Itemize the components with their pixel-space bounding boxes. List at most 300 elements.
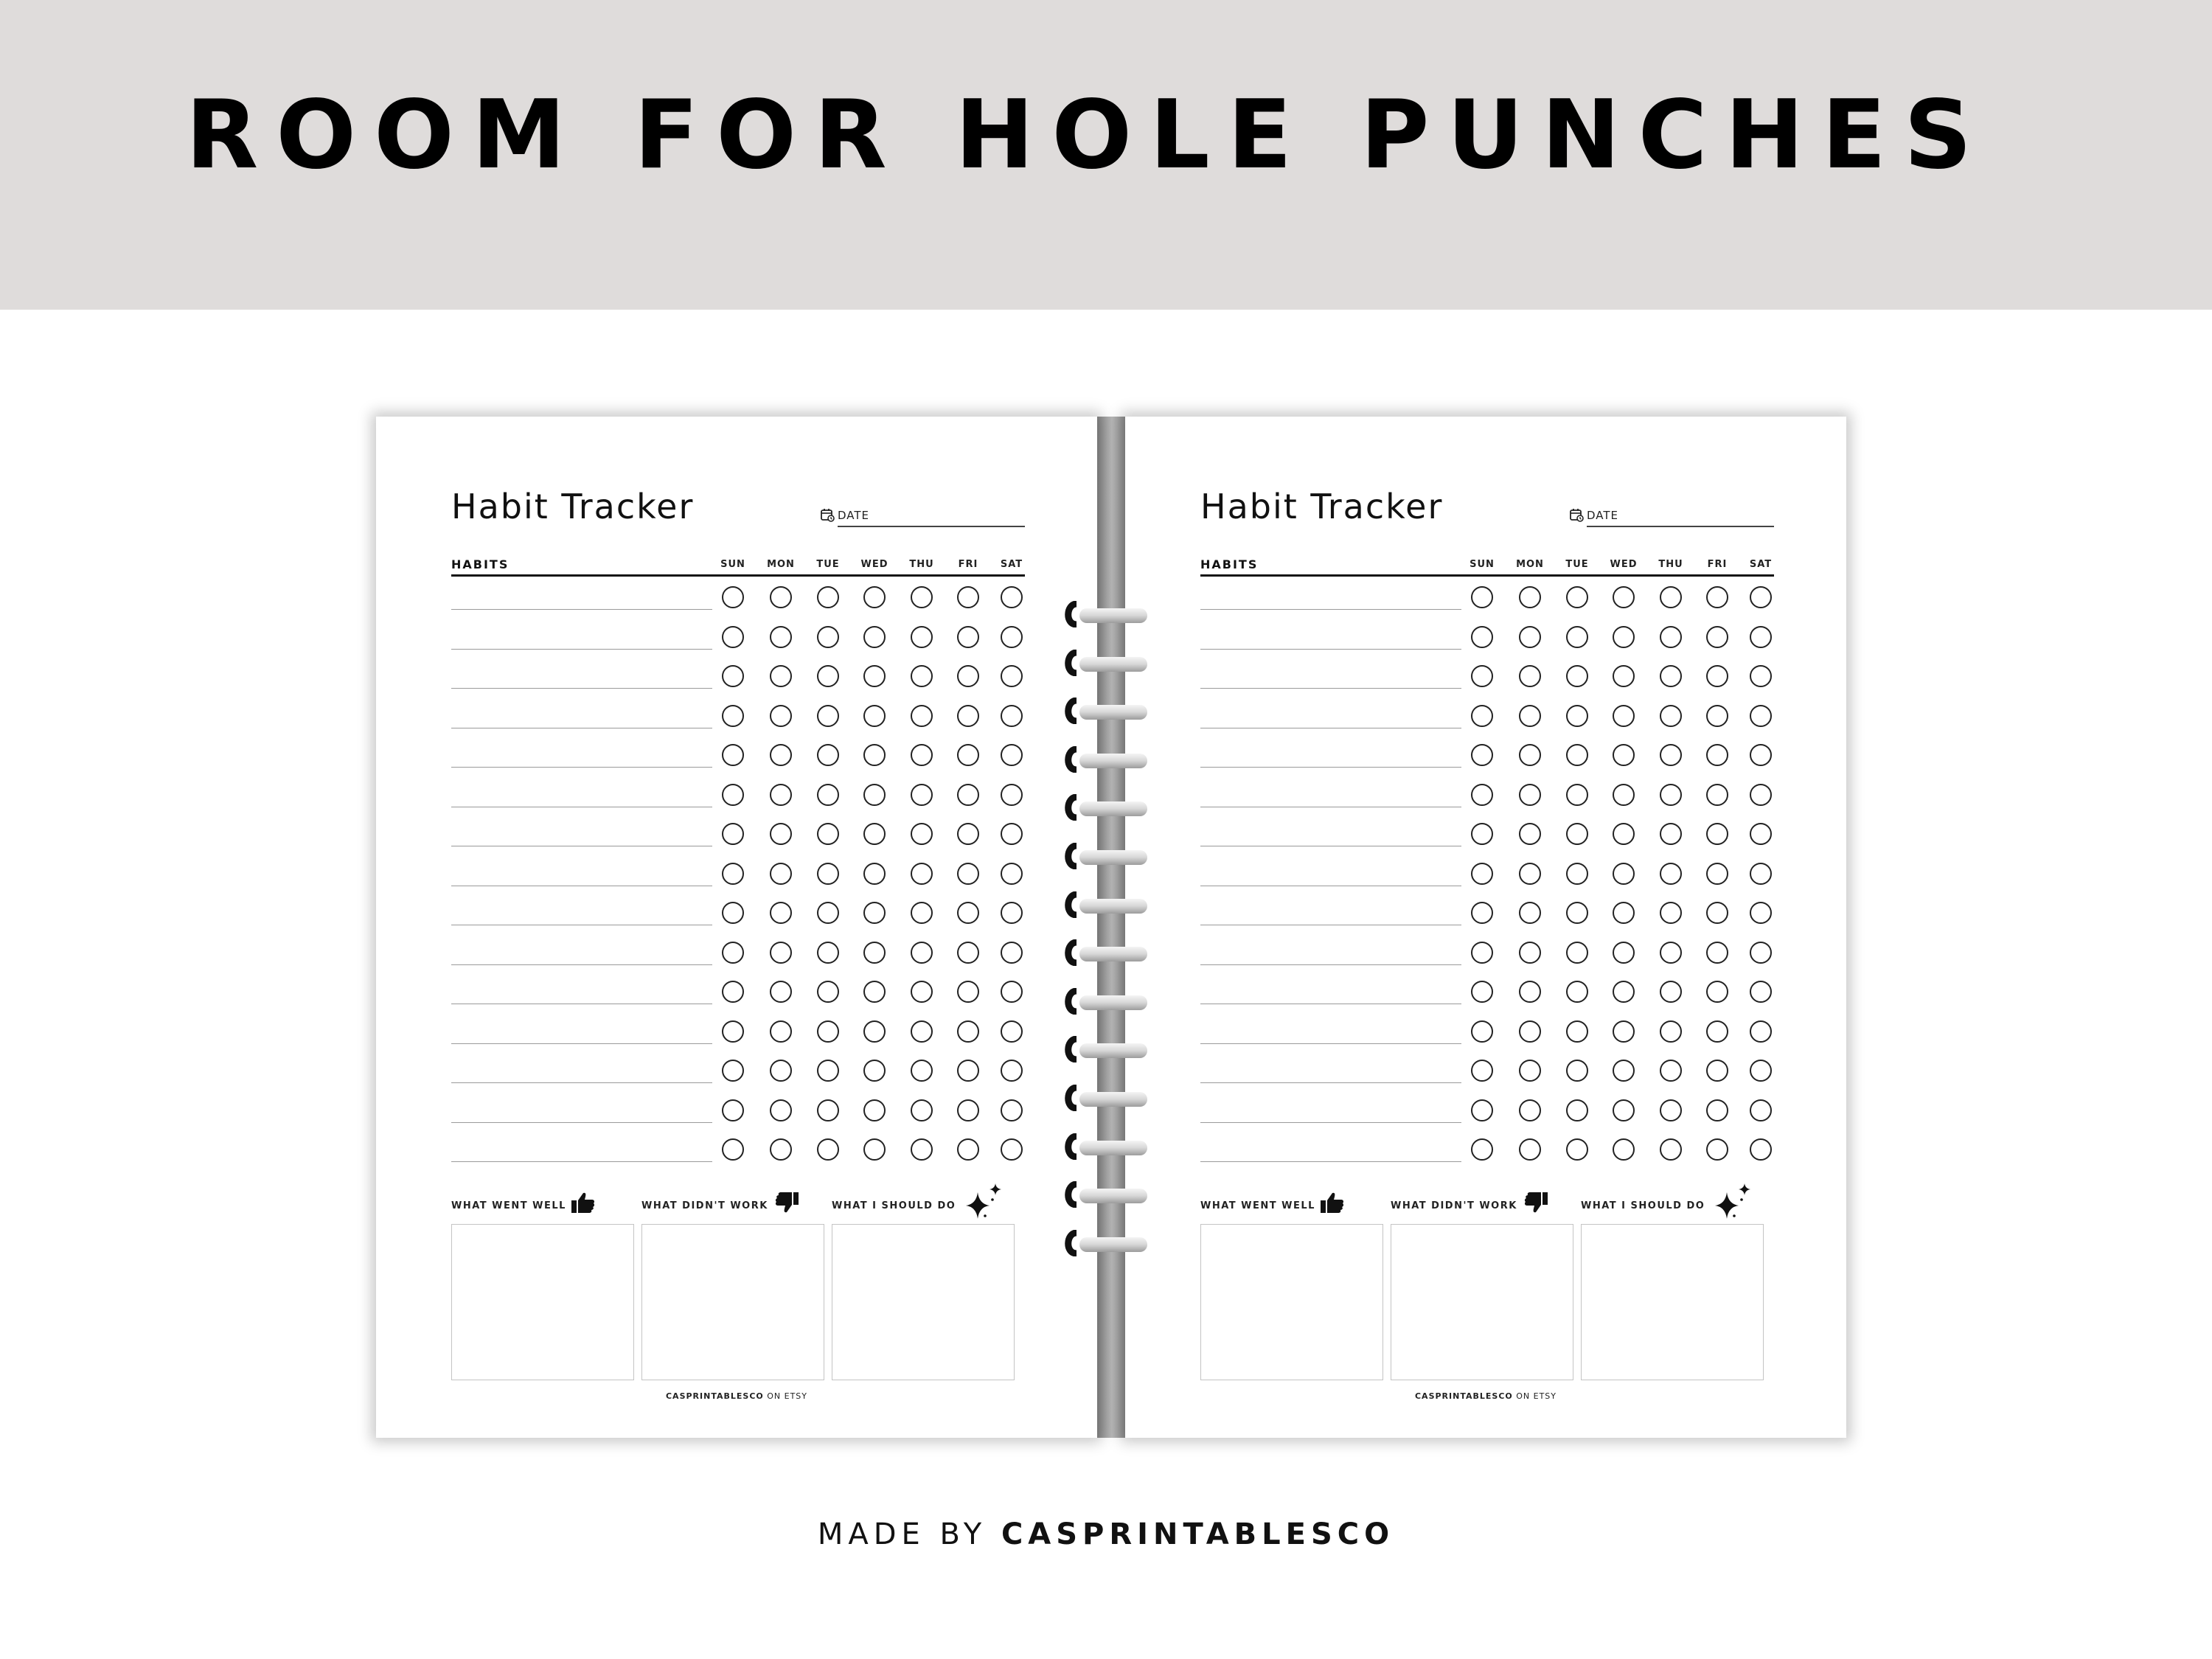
habit-checkbox-sat[interactable] xyxy=(1750,902,1772,924)
habit-checkbox-wed[interactable] xyxy=(1613,823,1635,845)
habit-checkbox-mon[interactable] xyxy=(1519,784,1541,806)
habit-checkbox-sat[interactable] xyxy=(1750,744,1772,766)
habit-checkbox-thu[interactable] xyxy=(1660,1060,1682,1082)
habit-checkbox-sun[interactable] xyxy=(722,1099,744,1121)
review-label: WHAT WENT WELL xyxy=(451,1200,566,1211)
habit-checkbox-fri[interactable] xyxy=(957,705,979,727)
habit-checkbox-sun[interactable] xyxy=(1471,942,1493,964)
review-icon-wrap xyxy=(1523,1191,1548,1217)
habit-checkbox-sun[interactable] xyxy=(1471,1060,1493,1082)
habit-checkbox-fri[interactable] xyxy=(1706,1138,1728,1161)
day-header-sat: SAT xyxy=(1000,559,1023,570)
made-by-prefix: MADE BY xyxy=(817,1517,987,1551)
habit-checkbox-mon[interactable] xyxy=(770,1020,792,1043)
habit-checkbox-mon[interactable] xyxy=(1519,902,1541,924)
habit-checkbox-fri[interactable] xyxy=(957,942,979,964)
habit-checkbox-wed[interactable] xyxy=(863,1060,886,1082)
habit-checkbox-mon[interactable] xyxy=(770,902,792,924)
habit-checkbox-sat[interactable] xyxy=(1750,586,1772,608)
habit-checkbox-mon[interactable] xyxy=(1519,1138,1541,1161)
habit-checkbox-wed[interactable] xyxy=(1613,942,1635,964)
footer-suffix: ON ETSY xyxy=(767,1391,808,1401)
habit-checkbox-sun[interactable] xyxy=(722,902,744,924)
habit-entry-line[interactable] xyxy=(451,1161,712,1162)
habit-entry-line[interactable] xyxy=(1200,1161,1461,1162)
habit-checkbox-sat[interactable] xyxy=(1001,784,1023,806)
header-rule xyxy=(451,574,1025,577)
day-header-tue: TUE xyxy=(1565,559,1589,570)
habit-checkbox-tue[interactable] xyxy=(1566,744,1588,766)
habit-checkbox-wed[interactable] xyxy=(863,863,886,885)
habit-checkbox-tue[interactable] xyxy=(817,705,839,727)
habit-checkbox-wed[interactable] xyxy=(863,744,886,766)
habit-checkbox-wed[interactable] xyxy=(863,823,886,845)
habit-checkbox-tue[interactable] xyxy=(817,784,839,806)
habit-checkbox-fri[interactable] xyxy=(1706,626,1728,648)
habit-checkbox-fri[interactable] xyxy=(957,586,979,608)
habit-checkbox-thu[interactable] xyxy=(1660,981,1682,1003)
habit-checkbox-tue[interactable] xyxy=(1566,586,1588,608)
habit-checkbox-thu[interactable] xyxy=(911,586,933,608)
page-title: Habit Tracker xyxy=(1200,487,1444,526)
habit-checkbox-sat[interactable] xyxy=(1001,626,1023,648)
habit-checkbox-fri[interactable] xyxy=(957,1060,979,1082)
habit-checkbox-thu[interactable] xyxy=(911,1020,933,1043)
habit-entry-line[interactable] xyxy=(1200,688,1461,689)
habit-entry-line[interactable] xyxy=(1200,1043,1461,1044)
binder-ring xyxy=(1063,891,1150,918)
habit-checkbox-sat[interactable] xyxy=(1001,586,1023,608)
habit-checkbox-tue[interactable] xyxy=(817,1099,839,1121)
habit-checkbox-tue[interactable] xyxy=(1566,1099,1588,1121)
habit-checkbox-wed[interactable] xyxy=(863,705,886,727)
made-by-brand: CASPRINTABLESCO xyxy=(1001,1517,1395,1551)
binder-ring xyxy=(1063,939,1150,966)
habit-entry-line[interactable] xyxy=(451,767,712,768)
review-icon-wrap xyxy=(571,1191,596,1217)
binder-ring xyxy=(1063,650,1150,676)
habit-checkbox-sat[interactable] xyxy=(1001,863,1023,885)
habit-checkbox-fri[interactable] xyxy=(1706,902,1728,924)
habit-checkbox-fri[interactable] xyxy=(957,902,979,924)
footer-credit xyxy=(1125,1391,1846,1401)
habit-checkbox-thu[interactable] xyxy=(1660,902,1682,924)
habit-checkbox-wed[interactable] xyxy=(1613,1060,1635,1082)
habit-checkbox-fri[interactable] xyxy=(1706,744,1728,766)
habit-checkbox-fri[interactable] xyxy=(1706,705,1728,727)
habit-checkbox-thu[interactable] xyxy=(1660,744,1682,766)
habit-checkbox-sat[interactable] xyxy=(1750,1099,1772,1121)
habit-checkbox-tue[interactable] xyxy=(817,942,839,964)
binder-ring xyxy=(1063,988,1150,1015)
binder-spine xyxy=(1097,417,1127,1438)
habit-checkbox-sun[interactable] xyxy=(1471,586,1493,608)
habit-checkbox-wed[interactable] xyxy=(1613,1138,1635,1161)
habit-checkbox-sun[interactable] xyxy=(1471,823,1493,845)
habit-checkbox-tue[interactable] xyxy=(817,1020,839,1043)
binder-ring xyxy=(1063,794,1150,821)
habit-checkbox-fri[interactable] xyxy=(1706,586,1728,608)
habit-checkbox-tue[interactable] xyxy=(817,823,839,845)
habit-checkbox-sat[interactable] xyxy=(1001,1060,1023,1082)
habit-checkbox-tue[interactable] xyxy=(1566,902,1588,924)
habit-checkbox-mon[interactable] xyxy=(770,744,792,766)
habit-checkbox-thu[interactable] xyxy=(911,823,933,845)
habit-checkbox-wed[interactable] xyxy=(863,586,886,608)
binder-ring xyxy=(1063,1230,1150,1256)
review-notes-box[interactable] xyxy=(1200,1224,1383,1380)
habit-checkbox-sun[interactable] xyxy=(722,1060,744,1082)
review-notes-box[interactable] xyxy=(451,1224,634,1380)
habit-checkbox-wed[interactable] xyxy=(863,626,886,648)
binder-ring xyxy=(1063,1181,1150,1208)
day-header-sat: SAT xyxy=(1749,559,1773,570)
review-notes-box[interactable] xyxy=(641,1224,824,1380)
habit-checkbox-wed[interactable] xyxy=(863,902,886,924)
habit-checkbox-tue[interactable] xyxy=(1566,981,1588,1003)
thumbs-down-icon xyxy=(774,1191,799,1214)
habit-entry-line[interactable] xyxy=(451,688,712,689)
habit-checkbox-sat[interactable] xyxy=(1750,863,1772,885)
habit-checkbox-sat[interactable] xyxy=(1750,626,1772,648)
sparkles-icon xyxy=(1715,1182,1753,1220)
habit-checkbox-sat[interactable] xyxy=(1001,1138,1023,1161)
habit-checkbox-sun[interactable] xyxy=(722,1020,744,1043)
habit-checkbox-sun[interactable] xyxy=(1471,705,1493,727)
footer-brand: CASPRINTABLESCO xyxy=(1414,1391,1513,1401)
habit-checkbox-fri[interactable] xyxy=(957,863,979,885)
habit-checkbox-sat[interactable] xyxy=(1750,665,1772,687)
habit-checkbox-sat[interactable] xyxy=(1001,1020,1023,1043)
habit-checkbox-mon[interactable] xyxy=(770,981,792,1003)
habit-entry-line[interactable] xyxy=(1200,609,1461,610)
calendar-icon xyxy=(820,507,835,522)
habit-checkbox-sat[interactable] xyxy=(1001,823,1023,845)
habit-checkbox-wed[interactable] xyxy=(1613,586,1635,608)
habit-checkbox-fri[interactable] xyxy=(957,1020,979,1043)
habit-checkbox-sun[interactable] xyxy=(1471,1020,1493,1043)
habit-checkbox-sun[interactable] xyxy=(722,626,744,648)
habit-checkbox-mon[interactable] xyxy=(1519,586,1541,608)
day-header-fri: FRI xyxy=(1707,559,1728,570)
habit-checkbox-thu[interactable] xyxy=(1660,823,1682,845)
habit-checkbox-tue[interactable] xyxy=(817,744,839,766)
habit-checkbox-sat[interactable] xyxy=(1001,942,1023,964)
habit-checkbox-fri[interactable] xyxy=(1706,784,1728,806)
habit-checkbox-mon[interactable] xyxy=(770,942,792,964)
habit-checkbox-mon[interactable] xyxy=(770,1060,792,1082)
habit-checkbox-fri[interactable] xyxy=(1706,823,1728,845)
habit-checkbox-sun[interactable] xyxy=(722,705,744,727)
habit-checkbox-fri[interactable] xyxy=(957,823,979,845)
binder-ring xyxy=(1063,698,1150,724)
habit-checkbox-sun[interactable] xyxy=(1471,744,1493,766)
habit-checkbox-thu[interactable] xyxy=(911,981,933,1003)
habit-checkbox-sun[interactable] xyxy=(722,863,744,885)
habit-checkbox-mon[interactable] xyxy=(1519,942,1541,964)
habit-checkbox-tue[interactable] xyxy=(1566,942,1588,964)
habit-checkbox-mon[interactable] xyxy=(1519,863,1541,885)
habit-checkbox-thu[interactable] xyxy=(911,626,933,648)
footer-credit xyxy=(376,1391,1097,1401)
footer-brand: CASPRINTABLESCO xyxy=(665,1391,764,1401)
habit-checkbox-sun[interactable] xyxy=(722,981,744,1003)
habit-checkbox-sun[interactable] xyxy=(722,586,744,608)
habit-checkbox-tue[interactable] xyxy=(817,981,839,1003)
day-header-thu: THU xyxy=(1658,559,1683,570)
habit-checkbox-wed[interactable] xyxy=(1613,863,1635,885)
habit-checkbox-tue[interactable] xyxy=(1566,1060,1588,1082)
day-header-sun: SUN xyxy=(1470,559,1495,570)
habit-entry-line[interactable] xyxy=(1200,649,1461,650)
binder-ring xyxy=(1063,1036,1150,1062)
habit-checkbox-sun[interactable] xyxy=(1471,626,1493,648)
habit-checkbox-sun[interactable] xyxy=(1471,784,1493,806)
habit-checkbox-fri[interactable] xyxy=(957,744,979,766)
habit-checkbox-mon[interactable] xyxy=(770,705,792,727)
habit-checkbox-fri[interactable] xyxy=(957,665,979,687)
habit-checkbox-thu[interactable] xyxy=(911,665,933,687)
habit-checkbox-mon[interactable] xyxy=(1519,981,1541,1003)
habit-checkbox-wed[interactable] xyxy=(1613,1020,1635,1043)
habit-checkbox-sun[interactable] xyxy=(722,665,744,687)
habit-checkbox-tue[interactable] xyxy=(1566,823,1588,845)
habit-checkbox-thu[interactable] xyxy=(911,784,933,806)
habit-checkbox-tue[interactable] xyxy=(1566,1138,1588,1161)
habit-checkbox-thu[interactable] xyxy=(1660,586,1682,608)
habit-checkbox-fri[interactable] xyxy=(1706,1060,1728,1082)
date-field[interactable] xyxy=(838,526,1025,527)
habit-checkbox-fri[interactable] xyxy=(957,1138,979,1161)
habit-checkbox-wed[interactable] xyxy=(863,1020,886,1043)
habit-entry-line[interactable] xyxy=(451,1043,712,1044)
habit-checkbox-wed[interactable] xyxy=(863,1138,886,1161)
habit-checkbox-tue[interactable] xyxy=(1566,626,1588,648)
habit-entry-line[interactable] xyxy=(451,649,712,650)
habit-checkbox-mon[interactable] xyxy=(770,626,792,648)
habit-checkbox-tue[interactable] xyxy=(1566,784,1588,806)
habit-checkbox-mon[interactable] xyxy=(770,665,792,687)
habit-checkbox-thu[interactable] xyxy=(911,863,933,885)
habit-checkbox-sat[interactable] xyxy=(1001,665,1023,687)
habit-checkbox-sun[interactable] xyxy=(722,1138,744,1161)
habit-checkbox-mon[interactable] xyxy=(770,1138,792,1161)
habit-checkbox-sun[interactable] xyxy=(722,823,744,845)
habit-checkbox-fri[interactable] xyxy=(957,981,979,1003)
binder-ring xyxy=(1063,601,1150,627)
habit-checkbox-tue[interactable] xyxy=(817,1060,839,1082)
habit-checkbox-fri[interactable] xyxy=(957,626,979,648)
binder-ring xyxy=(1063,1085,1150,1111)
date-icon-wrap xyxy=(1569,507,1584,522)
habit-checkbox-fri[interactable] xyxy=(1706,981,1728,1003)
habit-checkbox-mon[interactable] xyxy=(1519,1020,1541,1043)
habit-checkbox-mon[interactable] xyxy=(1519,1060,1541,1082)
thumbs-up-icon xyxy=(571,1191,596,1214)
habit-entry-line[interactable] xyxy=(451,609,712,610)
habit-checkbox-thu[interactable] xyxy=(1660,1020,1682,1043)
habit-checkbox-sat[interactable] xyxy=(1001,744,1023,766)
habit-checkbox-sat[interactable] xyxy=(1001,981,1023,1003)
review-icon-wrap xyxy=(1320,1191,1345,1217)
habit-checkbox-thu[interactable] xyxy=(1660,705,1682,727)
habit-checkbox-sat[interactable] xyxy=(1001,705,1023,727)
review-notes-box[interactable] xyxy=(1391,1224,1573,1380)
habit-entry-line[interactable] xyxy=(1200,767,1461,768)
date-label: DATE xyxy=(838,509,870,522)
habit-checkbox-sun[interactable] xyxy=(1471,863,1493,885)
habit-checkbox-wed[interactable] xyxy=(863,1099,886,1121)
habit-entry-line[interactable] xyxy=(1200,1082,1461,1083)
habit-checkbox-fri[interactable] xyxy=(1706,1099,1728,1121)
habit-checkbox-sat[interactable] xyxy=(1750,981,1772,1003)
day-header-fri: FRI xyxy=(958,559,978,570)
habit-checkbox-sat[interactable] xyxy=(1750,705,1772,727)
habit-checkbox-tue[interactable] xyxy=(817,665,839,687)
habit-checkbox-thu[interactable] xyxy=(911,902,933,924)
thumbs-up-icon xyxy=(1320,1191,1345,1214)
habit-checkbox-wed[interactable] xyxy=(863,981,886,1003)
habit-checkbox-sat[interactable] xyxy=(1750,942,1772,964)
made-by-credit xyxy=(0,1517,2212,1551)
habit-checkbox-wed[interactable] xyxy=(863,942,886,964)
habit-checkbox-sun[interactable] xyxy=(1471,665,1493,687)
habits-header: HABITS xyxy=(1200,557,1259,571)
habit-checkbox-mon[interactable] xyxy=(770,784,792,806)
review-icon-wrap xyxy=(774,1191,799,1217)
habit-checkbox-sun[interactable] xyxy=(1471,1138,1493,1161)
review-label: WHAT I SHOULD DO xyxy=(832,1200,956,1211)
habit-checkbox-mon[interactable] xyxy=(1519,626,1541,648)
day-header-sun: SUN xyxy=(720,559,745,570)
thumbs-down-icon xyxy=(1523,1191,1548,1214)
habit-checkbox-sat[interactable] xyxy=(1750,823,1772,845)
date-icon-wrap xyxy=(820,507,835,522)
habit-checkbox-sun[interactable] xyxy=(722,744,744,766)
day-header-mon: MON xyxy=(1516,559,1544,570)
habit-checkbox-tue[interactable] xyxy=(1566,1020,1588,1043)
header-rule xyxy=(1200,574,1774,577)
habit-checkbox-thu[interactable] xyxy=(1660,626,1682,648)
day-header-thu: THU xyxy=(909,559,934,570)
binder-ring xyxy=(1063,1133,1150,1160)
binder-ring xyxy=(1063,843,1150,869)
habit-checkbox-mon[interactable] xyxy=(1519,705,1541,727)
habit-entry-line[interactable] xyxy=(451,1122,712,1123)
habit-checkbox-wed[interactable] xyxy=(1613,665,1635,687)
habit-checkbox-fri[interactable] xyxy=(1706,1020,1728,1043)
planner-page-right xyxy=(1125,417,1846,1438)
date-field[interactable] xyxy=(1587,526,1774,527)
habit-checkbox-wed[interactable] xyxy=(1613,784,1635,806)
habit-checkbox-thu[interactable] xyxy=(1660,942,1682,964)
habit-checkbox-thu[interactable] xyxy=(1660,1099,1682,1121)
review-label: WHAT DIDN'T WORK xyxy=(1391,1200,1517,1211)
habit-checkbox-thu[interactable] xyxy=(911,1138,933,1161)
habit-checkbox-tue[interactable] xyxy=(817,1138,839,1161)
habit-checkbox-thu[interactable] xyxy=(1660,665,1682,687)
habit-checkbox-mon[interactable] xyxy=(770,863,792,885)
habit-checkbox-wed[interactable] xyxy=(1613,705,1635,727)
review-icon-wrap xyxy=(966,1182,1004,1223)
habit-checkbox-mon[interactable] xyxy=(1519,744,1541,766)
habit-checkbox-sat[interactable] xyxy=(1750,1020,1772,1043)
planner-page-left xyxy=(376,417,1097,1438)
habit-checkbox-tue[interactable] xyxy=(1566,705,1588,727)
habit-checkbox-thu[interactable] xyxy=(911,744,933,766)
habit-entry-line[interactable] xyxy=(451,1082,712,1083)
habit-checkbox-thu[interactable] xyxy=(1660,1138,1682,1161)
page-title: Habit Tracker xyxy=(451,487,695,526)
habit-checkbox-thu[interactable] xyxy=(1660,784,1682,806)
habit-checkbox-sun[interactable] xyxy=(1471,902,1493,924)
habit-checkbox-mon[interactable] xyxy=(770,1099,792,1121)
headline: ROOM FOR HOLE PUNCHES xyxy=(185,80,1990,190)
habit-checkbox-wed[interactable] xyxy=(1613,902,1635,924)
habit-checkbox-fri[interactable] xyxy=(957,1099,979,1121)
habit-checkbox-wed[interactable] xyxy=(863,784,886,806)
habit-checkbox-thu[interactable] xyxy=(1660,863,1682,885)
habit-checkbox-wed[interactable] xyxy=(1613,626,1635,648)
day-header-wed: WED xyxy=(860,559,888,570)
habit-checkbox-thu[interactable] xyxy=(911,1099,933,1121)
habit-checkbox-mon[interactable] xyxy=(1519,665,1541,687)
review-icon-wrap xyxy=(1715,1182,1753,1223)
sparkles-icon xyxy=(966,1182,1004,1220)
habit-entry-line[interactable] xyxy=(1200,1122,1461,1123)
habit-checkbox-tue[interactable] xyxy=(817,626,839,648)
habit-checkbox-mon[interactable] xyxy=(770,823,792,845)
habit-checkbox-tue[interactable] xyxy=(817,863,839,885)
habit-checkbox-mon[interactable] xyxy=(770,586,792,608)
habit-checkbox-sat[interactable] xyxy=(1750,784,1772,806)
habit-entry-line[interactable] xyxy=(451,964,712,965)
habit-checkbox-thu[interactable] xyxy=(911,705,933,727)
habit-checkbox-wed[interactable] xyxy=(863,665,886,687)
habit-checkbox-sat[interactable] xyxy=(1001,902,1023,924)
footer-suffix: ON ETSY xyxy=(1516,1391,1557,1401)
day-header-wed: WED xyxy=(1610,559,1638,570)
habit-checkbox-mon[interactable] xyxy=(1519,823,1541,845)
habit-checkbox-mon[interactable] xyxy=(1519,1099,1541,1121)
habit-checkbox-tue[interactable] xyxy=(817,586,839,608)
habit-checkbox-fri[interactable] xyxy=(1706,863,1728,885)
review-notes-box[interactable] xyxy=(832,1224,1015,1380)
habit-checkbox-tue[interactable] xyxy=(1566,665,1588,687)
habit-checkbox-sun[interactable] xyxy=(722,942,744,964)
habit-checkbox-thu[interactable] xyxy=(911,1060,933,1082)
review-notes-box[interactable] xyxy=(1581,1224,1764,1380)
habit-checkbox-wed[interactable] xyxy=(1613,981,1635,1003)
habit-checkbox-fri[interactable] xyxy=(957,784,979,806)
habit-checkbox-wed[interactable] xyxy=(1613,744,1635,766)
calendar-icon xyxy=(1569,507,1584,522)
habit-checkbox-sat[interactable] xyxy=(1750,1138,1772,1161)
habit-checkbox-fri[interactable] xyxy=(1706,665,1728,687)
habit-checkbox-thu[interactable] xyxy=(911,942,933,964)
habit-checkbox-wed[interactable] xyxy=(1613,1099,1635,1121)
habit-checkbox-tue[interactable] xyxy=(817,902,839,924)
habit-checkbox-tue[interactable] xyxy=(1566,863,1588,885)
habit-checkbox-sun[interactable] xyxy=(1471,1099,1493,1121)
habit-checkbox-sun[interactable] xyxy=(722,784,744,806)
habit-checkbox-fri[interactable] xyxy=(1706,942,1728,964)
habit-entry-line[interactable] xyxy=(1200,964,1461,965)
habit-checkbox-sun[interactable] xyxy=(1471,981,1493,1003)
habit-checkbox-sat[interactable] xyxy=(1001,1099,1023,1121)
review-label: WHAT WENT WELL xyxy=(1200,1200,1315,1211)
habit-checkbox-sat[interactable] xyxy=(1750,1060,1772,1082)
